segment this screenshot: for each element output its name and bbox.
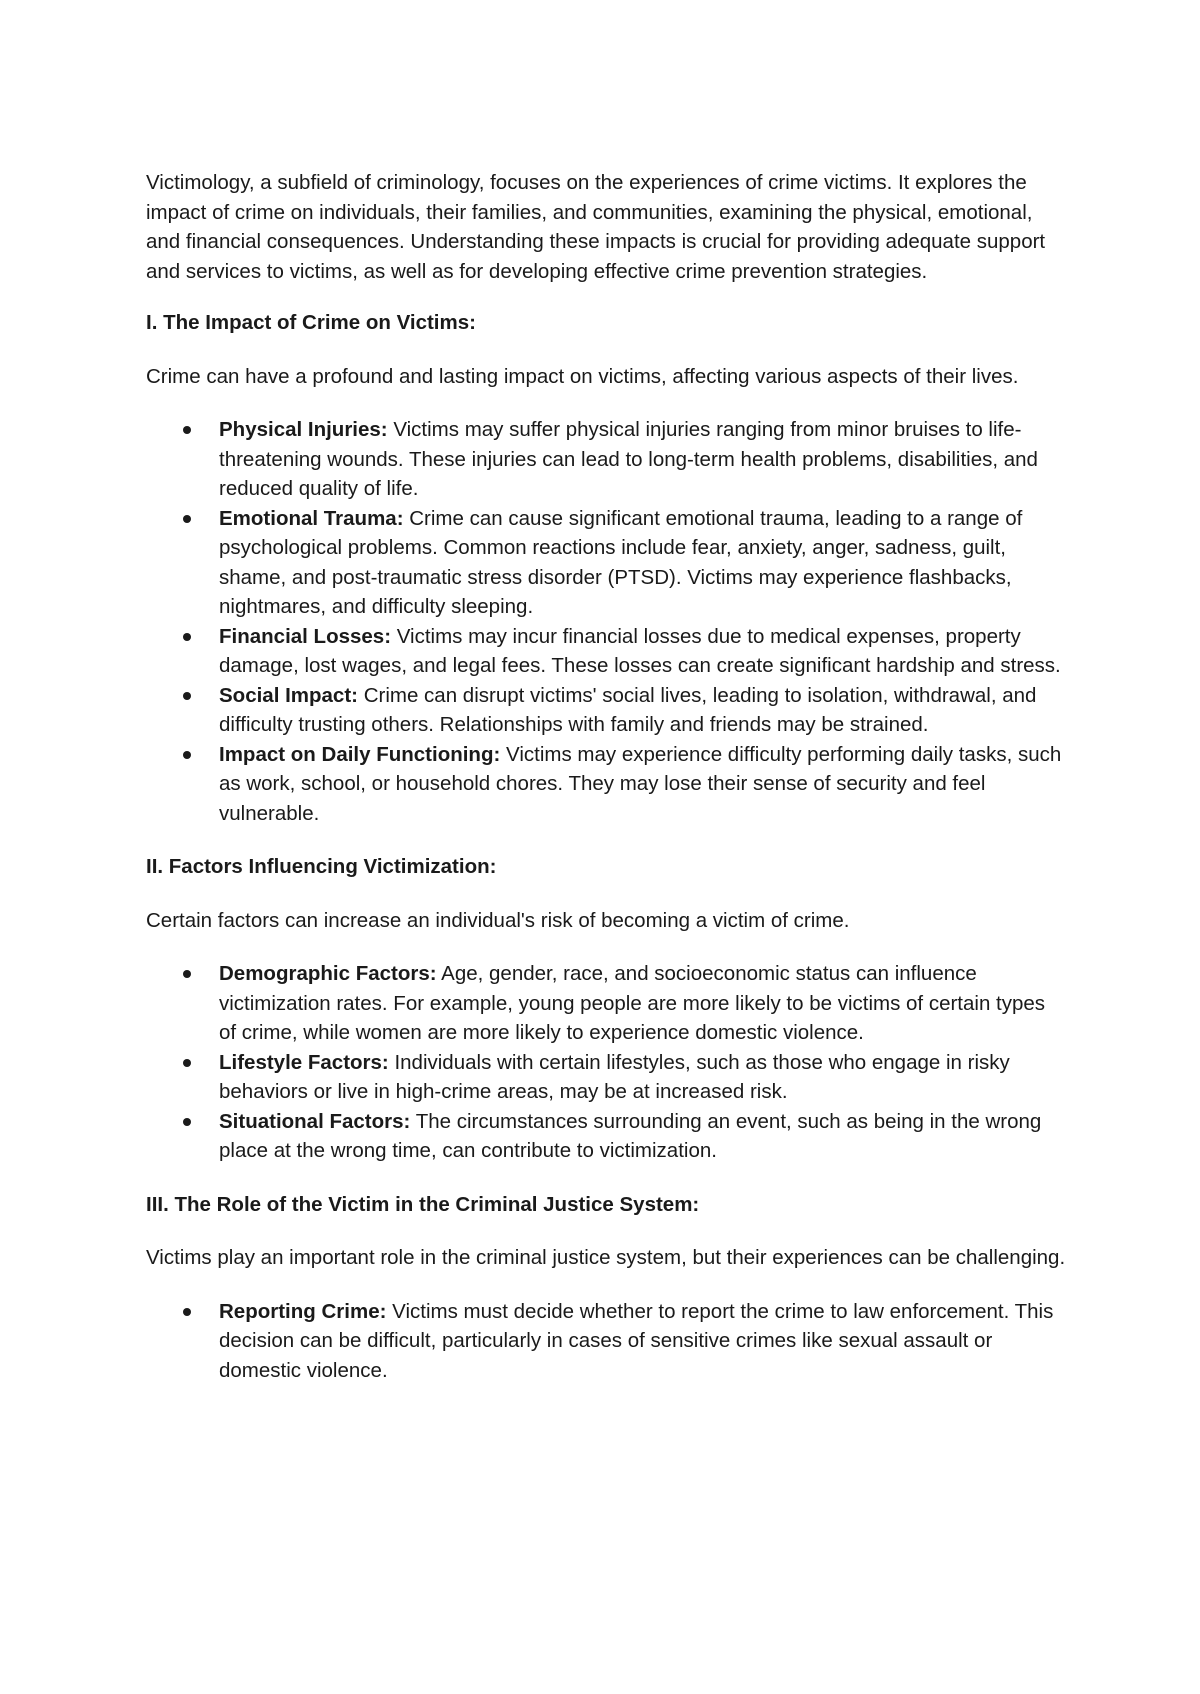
bullet-icon (183, 633, 191, 641)
list-item-term: Social Impact: (219, 683, 358, 707)
intro-paragraph: Victimology, a subfield of criminology, focuses on the experiences of crime victims. It explores the impact of crime on individuals, their families, and communities, examining the physical, emotional, and financial consequences. Understanding these impacts is crucial for providing adequate support and services to victims, as well as for developing effective crime prevention strategies. (146, 171, 1046, 283)
list-item (146, 504, 1066, 622)
list-item-term: Lifestyle Factors: (219, 1050, 389, 1074)
section-lead: Crime can have a profound and lasting impact on victims, affecting various aspects of their lives. (146, 364, 1019, 388)
section-heading: II. Factors Influencing Victimization: (146, 855, 497, 878)
list-item-text: Victims may experience difficulty performing daily tasks, such as work, school, or household chores. They may lose their sense of security and feel vulnerable. (219, 742, 1062, 825)
list-item (146, 1297, 1066, 1386)
bullet-icon (183, 1308, 191, 1316)
list-item-term: Situational Factors: (219, 1109, 411, 1133)
list-item (146, 1048, 1066, 1107)
section-lead: Victims play an important role in the criminal justice system, but their experiences can be challenging. (146, 1246, 1066, 1269)
bullet-icon (183, 426, 191, 434)
section-lead: Certain factors can increase an individual's risk of becoming a victim of crime. (146, 908, 850, 932)
list-item-term: Physical Injuries: (219, 418, 388, 441)
bullet-icon (183, 515, 191, 523)
list-item-text: Victims may incur financial losses due to medical expenses, property damage, lost wages, and legal fees. These losses can create significant hardship and stress. (219, 624, 1061, 677)
list-item-text: The circumstances surrounding an event, such as being in the wrong place at the wrong time, can contribute to victimization. (219, 1109, 1042, 1162)
section-heading: I. The Impact of Crime on Victims: (146, 311, 476, 334)
bullet-icon (183, 692, 191, 700)
list-item-text: Victims must decide whether to report the crime to law enforcement. This decision can be difficult, particularly in cases of sensitive crimes like sexual assault or domestic violence. (219, 1299, 1054, 1382)
list-item (146, 959, 1066, 1048)
bullet-icon (183, 1059, 191, 1067)
bullet-list (146, 415, 1066, 828)
list-item-term: Emotional Trauma: (219, 506, 404, 530)
list-item (146, 681, 1066, 740)
list-item-term: Reporting Crime: (219, 1299, 387, 1323)
list-item-text: Age, gender, race, and socioeconomic status can influence victimization rates. For example, young people are more likely to be victims of certain types of crime, while women are more likely to experience domestic violence. (219, 962, 1046, 1044)
bullet-list (146, 959, 1066, 1166)
list-item-term: Impact on Daily Functioning: (219, 742, 501, 766)
bullet-icon (183, 1118, 191, 1126)
list-item-text: Crime can cause significant emotional trauma, leading to a range of psychological problems. Common reactions include fear, anxiety, anger, sadness, guilt, shame, and post-traumatic stress disorder (PTSD). Victims may experience flashbacks, nightmares, and difficulty sleeping. (219, 506, 1023, 618)
list-item-text: Crime can disrupt victims' social lives, leading to isolation, withdrawal, and difficulty trusting others. Relationships with family and friends may be strained. (219, 683, 1037, 736)
bullet-icon (183, 970, 191, 978)
list-item (146, 1107, 1066, 1166)
document-page (146, 168, 1066, 1409)
list-item-term: Demographic Factors: (219, 962, 437, 985)
list-item-text: Individuals with certain lifestyles, such as those who engage in risky behaviors or live in high-crime areas, may be at increased risk. (219, 1050, 1010, 1103)
list-item (146, 622, 1066, 681)
list-item (146, 415, 1066, 504)
list-item-term: Financial Losses: (219, 624, 392, 648)
list-item-text: Victims may suffer physical injuries ranging from minor bruises to life-threatening wounds. These injuries can lead to long-term health problems, disabilities, and reduced quality of life. (219, 418, 1038, 500)
section-heading: III. The Role of the Victim in the Criminal Justice System: (146, 1192, 700, 1216)
bullet-icon (183, 751, 191, 759)
list-item (146, 740, 1066, 829)
bullet-list (146, 1297, 1066, 1386)
